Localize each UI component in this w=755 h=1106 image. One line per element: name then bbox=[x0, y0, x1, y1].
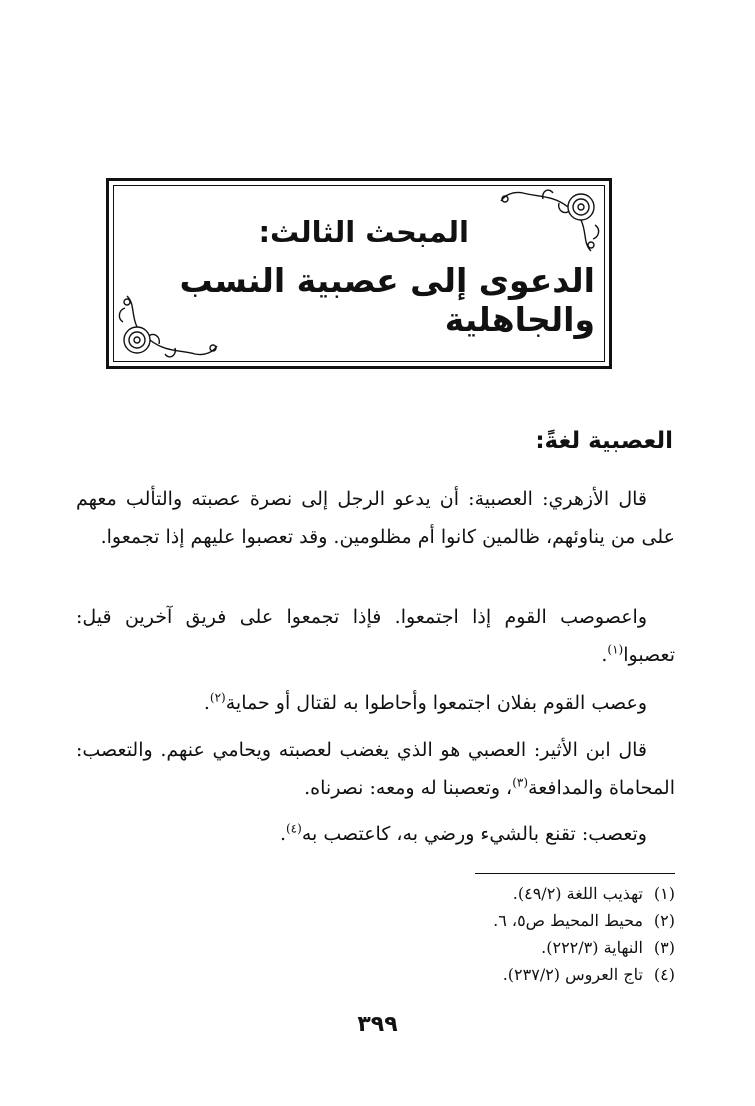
footnote-text: محيط المحيط ص٥، ٦. bbox=[493, 911, 643, 930]
paragraph bbox=[76, 598, 675, 674]
paragraph bbox=[76, 684, 675, 722]
footnote-number: (٢) bbox=[653, 911, 675, 930]
footnote-text: النهاية (٢٢٢/٣). bbox=[541, 938, 643, 957]
paragraph bbox=[76, 480, 675, 556]
footnote-text: تاج العروس (٢٣٧/٢). bbox=[502, 965, 643, 984]
footnote-item bbox=[493, 880, 675, 907]
footnote-item bbox=[493, 961, 675, 988]
footnote-ref: (١) bbox=[607, 642, 624, 657]
paragraph-text: . bbox=[601, 644, 608, 666]
page-number: ٣٩٩ bbox=[357, 1012, 398, 1037]
section-heading: العصبية لغةً: bbox=[535, 428, 673, 454]
footnote-ref: (٣) bbox=[512, 775, 529, 790]
paragraph-text: قال ابن الأثير: العصبي هو الذي يغضب لعصبته ويحامي عنهم. والتعصب: المحاماة والمدافعة bbox=[76, 739, 675, 799]
paragraph-text: . bbox=[279, 823, 286, 845]
footnote-number: (١) bbox=[653, 884, 675, 903]
footnote-number: (٣) bbox=[653, 938, 675, 957]
paragraph-text: وتعصب: تقنع بالشيء ورضي به، كاعتصب به bbox=[301, 823, 647, 845]
chapter-title-frame bbox=[106, 178, 612, 369]
footnote-ref: (٢) bbox=[209, 690, 226, 705]
footnote-divider bbox=[475, 873, 675, 874]
paragraph-text: واعصوصب القوم إذا اجتمعوا. فإذا تجمعوا على فريق آخرين قيل: تعصبوا bbox=[76, 606, 675, 666]
paragraph-text: وعصب القوم بفلان اجتمعوا وأحاطوا به لقتال أو حماية bbox=[225, 692, 647, 714]
footnotes bbox=[493, 880, 675, 988]
paragraph bbox=[76, 815, 675, 853]
footnote-ref: (٤) bbox=[285, 821, 302, 836]
footnote-text: تهذيب اللغة (٤٩/٢). bbox=[512, 884, 643, 903]
paragraph bbox=[76, 731, 675, 807]
footnote-item bbox=[493, 907, 675, 934]
footnote-item bbox=[493, 934, 675, 961]
paragraph-text: قال الأزهري: العصبية: أن يدعو الرجل إلى نصرة عصبته والتألب معهم على من يناوئهم، ظالمين كانوا أم مظلومين. وقد تعصبوا عليهم إذا تجمعوا. bbox=[76, 488, 675, 548]
footnote-number: (٤) bbox=[653, 965, 675, 984]
paragraph-text: . bbox=[203, 692, 210, 714]
chapter-title: المبحث الثالث: bbox=[258, 215, 469, 249]
paragraph-text: ، وتعصبنا له ومعه: نصرناه. bbox=[304, 777, 513, 799]
corner-ornament-icon bbox=[483, 185, 603, 255]
chapter-subtitle: الدعوى إلى عصبية النسب والجاهلية bbox=[179, 261, 595, 339]
